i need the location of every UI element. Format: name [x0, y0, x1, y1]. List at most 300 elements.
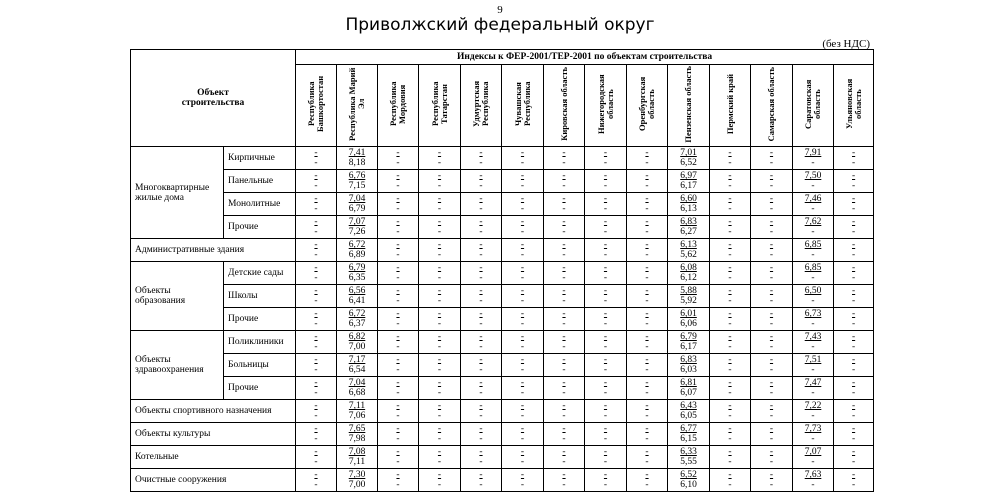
index-cell: [502, 193, 544, 216]
ter-index-value: -: [562, 342, 566, 352]
fer-index-value: 7,46: [804, 194, 822, 204]
fer-index-value: -: [562, 171, 566, 181]
fer-index-value: -: [603, 447, 608, 457]
object-header-text: Объект строительства: [181, 88, 245, 108]
fer-index-value: -: [852, 309, 856, 319]
ter-index-value: -: [645, 457, 649, 467]
index-cell: [751, 423, 793, 446]
index-cell: [627, 262, 668, 285]
index-cell: [710, 377, 751, 400]
row-subcategory: Прочие: [224, 377, 296, 400]
index-cell: [793, 331, 834, 354]
ter-index-value: -: [479, 342, 483, 352]
index-cell: [461, 193, 502, 216]
ter-index-value: -: [520, 457, 525, 467]
region-header: [502, 65, 544, 147]
region-header-label: Республика Марий Эл: [347, 67, 367, 141]
ter-index-value: -: [728, 365, 732, 375]
ter-index-value: -: [479, 158, 483, 168]
fer-index-value: -: [603, 424, 608, 434]
index-cell: [793, 170, 834, 193]
row-category: Многоквартирные жилые дома: [131, 147, 224, 239]
ter-index-value: -: [728, 227, 732, 237]
index-cell: [502, 469, 544, 492]
index-cell: [378, 423, 419, 446]
ter-index-value: -: [562, 457, 566, 467]
fer-index-value: -: [479, 424, 483, 434]
ter-index-value: 6,89: [348, 250, 366, 260]
fer-index-value: -: [437, 194, 442, 204]
ter-index-value: -: [437, 319, 442, 329]
fer-index-value: -: [520, 263, 525, 273]
ter-index-value: -: [811, 181, 815, 191]
index-cell: [296, 354, 337, 377]
ter-index-value: -: [769, 273, 774, 283]
ter-index-value: 6,79: [348, 204, 366, 214]
fer-index-value: -: [520, 171, 525, 181]
index-cell: [461, 285, 502, 308]
fer-index-value: 6,73: [804, 309, 822, 319]
index-cell: [296, 423, 337, 446]
fer-index-value: -: [479, 470, 483, 480]
index-cell: [378, 377, 419, 400]
fer-index-value: -: [562, 217, 566, 227]
ter-index-value: -: [314, 296, 318, 306]
fer-index-value: -: [769, 194, 774, 204]
index-cell: [834, 446, 874, 469]
fer-index-value: -: [396, 240, 400, 250]
ter-index-value: -: [314, 319, 318, 329]
ter-index-value: -: [562, 273, 566, 283]
ter-index-value: -: [728, 158, 732, 168]
index-cell: [793, 239, 834, 262]
ter-index-value: 6,03: [680, 365, 697, 375]
fer-index-value: -: [314, 309, 318, 319]
index-cell: [585, 446, 627, 469]
table-row: [131, 262, 874, 285]
ter-index-value: -: [645, 296, 649, 306]
index-cell: [502, 331, 544, 354]
ter-index-value: -: [562, 388, 566, 398]
index-cell: [585, 331, 627, 354]
ter-index-value: -: [520, 158, 525, 168]
fer-index-value: -: [314, 332, 318, 342]
row-subcategory: Больницы: [224, 354, 296, 377]
index-cell: [544, 170, 585, 193]
region-header: [419, 65, 461, 147]
fer-index-value: -: [852, 148, 856, 158]
index-cell: [668, 216, 710, 239]
ter-index-value: -: [645, 227, 649, 237]
ter-index-value: -: [520, 365, 525, 375]
fer-index-value: 6,01: [680, 309, 697, 319]
ter-index-value: -: [728, 457, 732, 467]
ter-index-value: -: [645, 181, 649, 191]
fer-index-value: -: [479, 217, 483, 227]
fer-index-value: -: [769, 171, 774, 181]
ter-index-value: -: [603, 480, 608, 490]
table-row: [131, 308, 874, 331]
fer-index-value: -: [562, 286, 566, 296]
fer-index-value: -: [520, 470, 525, 480]
ter-index-value: -: [396, 273, 400, 283]
index-cell: [585, 377, 627, 400]
ter-index-value: -: [562, 296, 566, 306]
ter-index-value: -: [314, 411, 318, 421]
index-cell: [419, 239, 461, 262]
ter-index-value: 5,55: [680, 457, 697, 467]
fer-index-value: -: [479, 355, 483, 365]
index-cell: [751, 354, 793, 377]
ter-index-value: -: [852, 342, 856, 352]
fer-index-value: -: [645, 332, 649, 342]
fer-index-value: -: [396, 148, 400, 158]
ter-index-value: -: [645, 250, 649, 260]
index-cell: [461, 239, 502, 262]
fer-index-value: -: [437, 378, 442, 388]
row-category: Котельные: [131, 446, 296, 469]
ter-index-value: 6,68: [348, 388, 366, 398]
ter-index-value: -: [603, 365, 608, 375]
ter-index-value: -: [603, 319, 608, 329]
ter-index-value: -: [852, 273, 856, 283]
ter-index-value: -: [728, 204, 732, 214]
ter-index-value: -: [603, 158, 608, 168]
ter-index-value: -: [562, 319, 566, 329]
ter-index-value: -: [852, 227, 856, 237]
index-cell: [296, 331, 337, 354]
ter-index-value: -: [396, 457, 400, 467]
fer-index-value: -: [314, 217, 318, 227]
ter-index-value: -: [437, 342, 442, 352]
ter-index-value: -: [479, 388, 483, 398]
ter-index-value: -: [603, 273, 608, 283]
ter-index-value: -: [479, 411, 483, 421]
index-cell: [627, 285, 668, 308]
table-row: [131, 446, 874, 469]
fer-index-value: -: [520, 332, 525, 342]
index-cell: [793, 308, 834, 331]
fer-index-value: 7,30: [348, 470, 366, 480]
ter-index-value: -: [479, 296, 483, 306]
ter-index-value: -: [603, 181, 608, 191]
index-cell: [710, 193, 751, 216]
ter-index-value: -: [437, 411, 442, 421]
fer-index-value: -: [437, 309, 442, 319]
fer-index-value: -: [479, 194, 483, 204]
fer-index-value: -: [396, 447, 400, 457]
index-cell: [296, 262, 337, 285]
region-header: [793, 65, 834, 147]
ter-index-value: -: [645, 434, 649, 444]
fer-index-value: -: [645, 263, 649, 273]
index-cell: [544, 147, 585, 170]
fer-index-value: -: [728, 217, 732, 227]
row-category: Административные здания: [131, 239, 296, 262]
fer-index-value: -: [314, 171, 318, 181]
fer-index-value: 6,85: [804, 240, 822, 250]
fer-index-value: -: [479, 286, 483, 296]
ter-index-value: -: [852, 250, 856, 260]
index-cell: [751, 170, 793, 193]
ter-index-value: -: [645, 365, 649, 375]
ter-index-value: -: [852, 365, 856, 375]
fer-index-value: -: [562, 378, 566, 388]
ter-index-value: -: [645, 273, 649, 283]
ter-index-value: -: [811, 273, 815, 283]
index-cell: [378, 216, 419, 239]
fer-index-value: -: [769, 378, 774, 388]
index-cell: [337, 285, 378, 308]
ter-index-value: -: [603, 411, 608, 421]
fer-index-value: -: [603, 171, 608, 181]
fer-index-value: -: [520, 355, 525, 365]
index-cell: [337, 308, 378, 331]
index-cell: [378, 446, 419, 469]
ter-index-value: -: [769, 227, 774, 237]
index-cell: [296, 147, 337, 170]
index-cell: [502, 262, 544, 285]
ter-index-value: -: [437, 158, 442, 168]
ter-index-value: -: [769, 181, 774, 191]
region-header-label: Ульяновская область: [843, 78, 863, 130]
fer-index-value: -: [728, 240, 732, 250]
fer-index-value: 7,07: [348, 217, 366, 227]
index-cell: [627, 377, 668, 400]
fer-index-value: -: [314, 355, 318, 365]
index-cell: [502, 377, 544, 400]
index-cell: [378, 308, 419, 331]
table-row: [131, 377, 874, 400]
ter-index-value: 6,10: [680, 480, 697, 490]
ter-index-value: -: [314, 250, 318, 260]
ter-index-value: 5,62: [680, 250, 697, 260]
row-category: Объекты культуры: [131, 423, 296, 446]
ter-index-value: -: [562, 434, 566, 444]
index-cell: [419, 423, 461, 446]
fer-index-value: -: [852, 286, 856, 296]
index-cell: [793, 400, 834, 423]
fer-index-value: -: [769, 240, 774, 250]
ter-index-value: -: [314, 273, 318, 283]
ter-index-value: -: [728, 388, 732, 398]
fer-index-value: -: [396, 332, 400, 342]
index-cell: [793, 354, 834, 377]
index-cell: [502, 354, 544, 377]
ter-index-value: -: [520, 273, 525, 283]
fer-index-value: -: [852, 401, 856, 411]
index-cell: [461, 377, 502, 400]
index-cell: [544, 239, 585, 262]
fer-index-value: -: [314, 286, 318, 296]
fer-index-value: -: [520, 309, 525, 319]
ter-index-value: -: [520, 319, 525, 329]
fer-index-value: -: [728, 286, 732, 296]
index-cell: [627, 308, 668, 331]
index-cell: [461, 469, 502, 492]
table-row: [131, 193, 874, 216]
index-cell: [502, 216, 544, 239]
page-number: 9: [497, 4, 503, 16]
ter-index-value: -: [479, 480, 483, 490]
index-cell: [585, 262, 627, 285]
ter-index-value: -: [811, 480, 815, 490]
row-subcategory: Детские сады: [224, 262, 296, 285]
ter-index-value: -: [396, 411, 400, 421]
ter-index-value: -: [728, 319, 732, 329]
fer-index-value: -: [314, 240, 318, 250]
index-cell: [585, 216, 627, 239]
fer-index-value: -: [728, 309, 732, 319]
ter-index-value: -: [769, 319, 774, 329]
ter-index-value: 7,00: [348, 480, 366, 490]
fer-index-value: -: [645, 355, 649, 365]
index-cell: [378, 170, 419, 193]
ter-index-value: -: [396, 250, 400, 260]
table-row: [131, 147, 874, 170]
fer-index-value: -: [520, 217, 525, 227]
ter-index-value: -: [645, 158, 649, 168]
ter-index-value: -: [396, 319, 400, 329]
ter-index-value: -: [396, 204, 400, 214]
index-cell: [834, 377, 874, 400]
fer-index-value: -: [769, 286, 774, 296]
ter-index-value: 7,15: [348, 181, 366, 191]
index-cell: [585, 147, 627, 170]
fer-index-value: -: [479, 240, 483, 250]
index-cell: [378, 331, 419, 354]
ter-index-value: -: [811, 342, 815, 352]
ter-index-value: -: [396, 365, 400, 375]
row-subcategory: Прочие: [224, 308, 296, 331]
fer-index-value: 7,22: [804, 401, 822, 411]
fer-index-value: -: [520, 194, 525, 204]
index-cell: [461, 354, 502, 377]
fer-index-value: -: [520, 401, 525, 411]
index-cell: [710, 446, 751, 469]
index-cell: [793, 193, 834, 216]
ter-index-value: -: [645, 411, 649, 421]
index-cell: [627, 216, 668, 239]
index-cell: [627, 400, 668, 423]
index-cell: [378, 147, 419, 170]
index-cell: [585, 308, 627, 331]
fer-index-value: -: [645, 424, 649, 434]
index-cell: [337, 400, 378, 423]
index-cell: [668, 308, 710, 331]
fer-index-value: 7,04: [348, 194, 366, 204]
index-cell: [710, 170, 751, 193]
index-cell: [627, 423, 668, 446]
index-cell: [668, 193, 710, 216]
fer-index-value: -: [603, 401, 608, 411]
fer-index-value: -: [603, 240, 608, 250]
index-cell: [419, 354, 461, 377]
index-cell: [544, 216, 585, 239]
ter-index-value: 6,17: [680, 181, 697, 191]
fer-index-value: -: [562, 401, 566, 411]
fer-index-value: -: [728, 171, 732, 181]
fer-index-value: -: [852, 447, 856, 457]
ter-index-value: -: [728, 342, 732, 352]
fer-index-value: -: [314, 401, 318, 411]
index-cell: [544, 193, 585, 216]
index-cell: [751, 446, 793, 469]
ter-index-value: -: [811, 457, 815, 467]
fer-index-value: -: [645, 171, 649, 181]
fer-index-value: -: [645, 470, 649, 480]
fer-index-value: 6,52: [680, 470, 697, 480]
fer-index-value: -: [396, 309, 400, 319]
index-cell: [668, 331, 710, 354]
ter-index-value: -: [520, 204, 525, 214]
ter-index-value: -: [314, 434, 318, 444]
fer-index-value: -: [852, 355, 856, 365]
index-cell: [419, 170, 461, 193]
table-row: [131, 331, 874, 354]
fer-index-value: 6,72: [348, 309, 366, 319]
index-cell: [296, 469, 337, 492]
table-row: [131, 423, 874, 446]
fer-index-value: -: [396, 171, 400, 181]
region-header: [668, 65, 710, 147]
ter-index-value: 6,06: [680, 319, 697, 329]
ter-index-value: -: [852, 457, 856, 467]
table-row: [131, 285, 874, 308]
object-header: [131, 50, 296, 147]
ter-index-value: -: [728, 480, 732, 490]
ter-index-value: -: [769, 457, 774, 467]
index-cell: [337, 469, 378, 492]
index-cell: [793, 262, 834, 285]
index-cell: [710, 400, 751, 423]
ter-index-value: -: [852, 434, 856, 444]
region-header: [544, 65, 585, 147]
fer-index-value: -: [396, 355, 400, 365]
index-cell: [296, 446, 337, 469]
index-cell: [668, 377, 710, 400]
ter-index-value: -: [437, 227, 442, 237]
fer-index-value: -: [603, 263, 608, 273]
fer-index-value: -: [479, 332, 483, 342]
ter-index-value: -: [728, 181, 732, 191]
region-header-label: Оренбургская область: [637, 76, 657, 132]
index-cell: [544, 377, 585, 400]
fer-index-value: -: [728, 355, 732, 365]
index-cell: [378, 262, 419, 285]
fer-index-value: 6,79: [680, 332, 697, 342]
index-cell: [751, 193, 793, 216]
index-cell: [461, 308, 502, 331]
index-cell: [337, 193, 378, 216]
row-subcategory: Школы: [224, 285, 296, 308]
region-header-label: Нижегородская область: [595, 74, 615, 134]
fer-index-value: -: [437, 332, 442, 342]
fer-index-value: -: [728, 447, 732, 457]
ter-index-value: -: [811, 158, 815, 168]
ter-index-value: -: [479, 181, 483, 191]
fer-index-value: -: [562, 355, 566, 365]
index-cell: [751, 400, 793, 423]
ter-index-value: -: [852, 480, 856, 490]
fer-index-value: -: [728, 424, 732, 434]
fer-index-value: 6,33: [680, 447, 697, 457]
fer-index-value: -: [852, 171, 856, 181]
row-category: Объекты здравоохранения: [131, 331, 224, 400]
ter-index-value: -: [769, 204, 774, 214]
fer-index-value: -: [769, 263, 774, 273]
index-cell: [502, 147, 544, 170]
